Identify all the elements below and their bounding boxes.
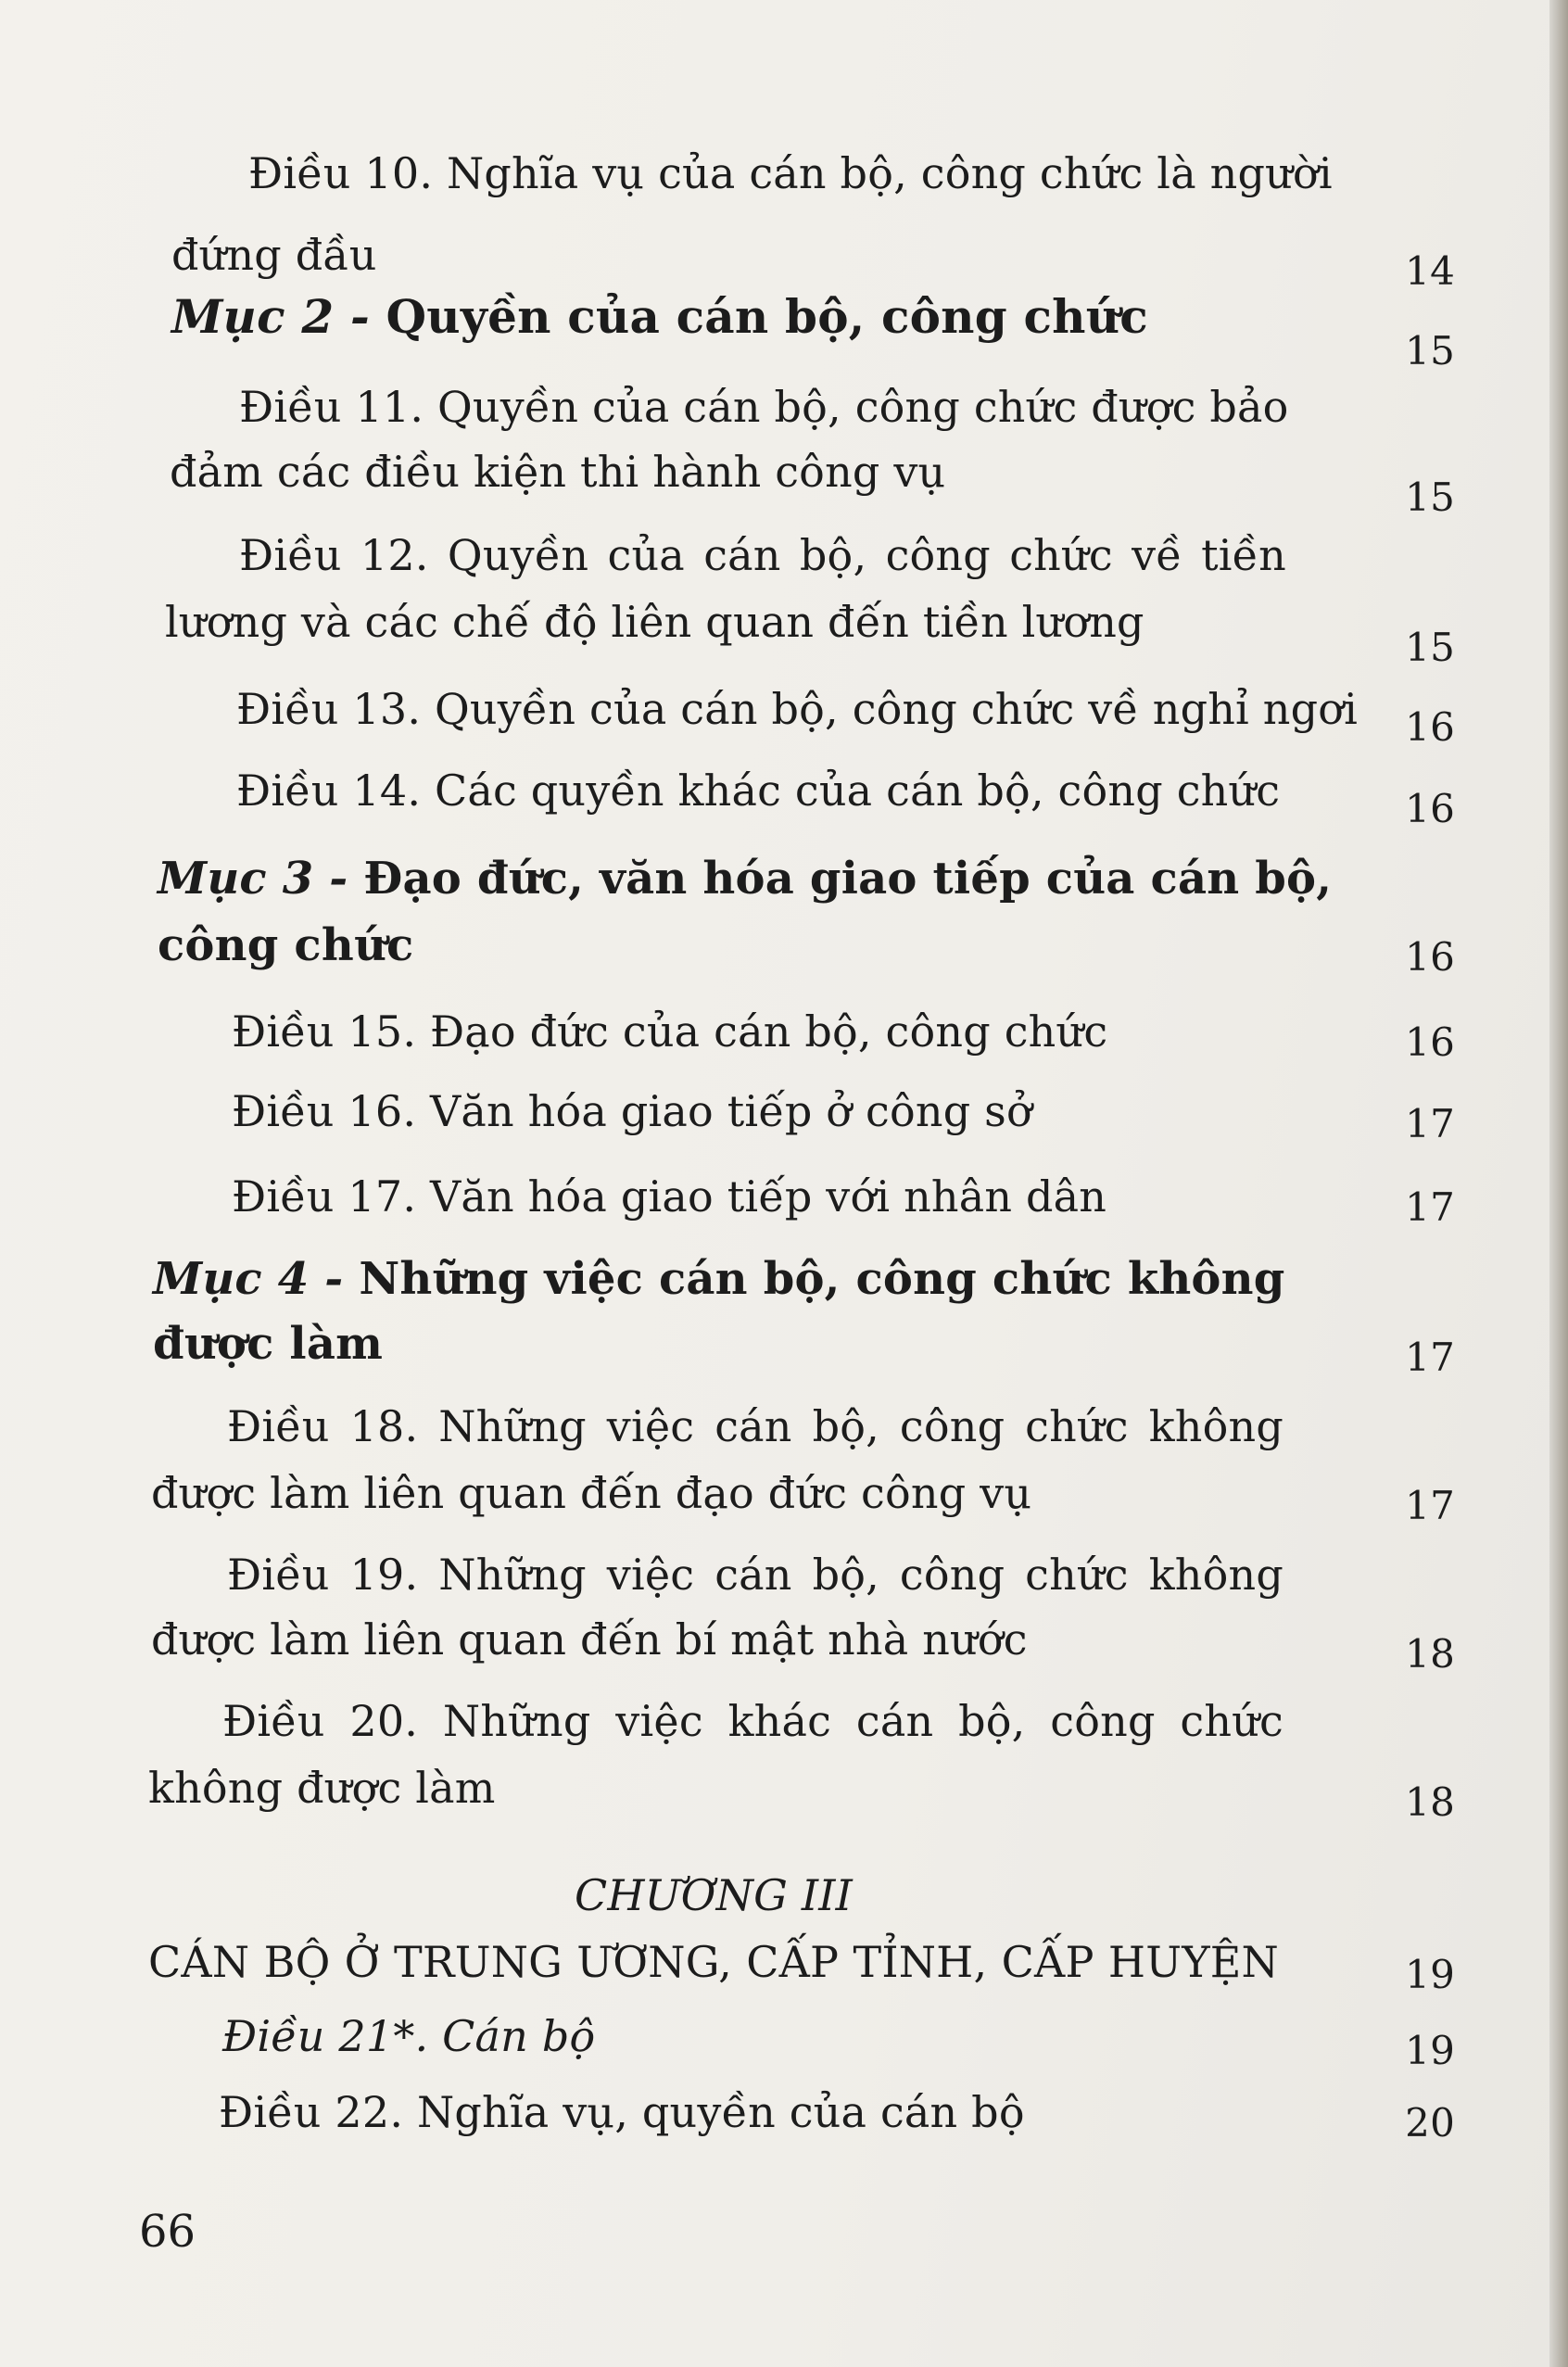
entry-page-number: 18: [1405, 1779, 1455, 1825]
section-page-number: 16: [1405, 934, 1455, 980]
entry-line-2: không được làm: [148, 1763, 496, 1813]
entry-line-1: Điều 21*. Cán bộ: [222, 2011, 596, 2061]
entry-line-1: Điều 17. Văn hóa giao tiếp với nhân dân: [232, 1171, 1107, 1221]
entry-page-number: 16: [1405, 1019, 1455, 1065]
section-heading-line-1: Mục 3 - Đạo đức, văn hóa giao tiếp của cán bộ,: [158, 853, 1333, 905]
entry-page-number: 18: [1405, 1631, 1455, 1677]
entry-page-number: 19: [1405, 2028, 1455, 2073]
entry-line-1: Điều 16. Văn hóa giao tiếp ở công sở: [232, 1086, 1032, 1136]
entry-page-number: 15: [1405, 475, 1455, 520]
entry-page-number: 17: [1405, 1483, 1455, 1528]
entry-line-1: Điều 22. Nghĩa vụ, quyền của cán bộ: [219, 2087, 1025, 2137]
entry-page-number: 17: [1405, 1101, 1455, 1146]
section-page-number: 17: [1405, 1335, 1455, 1380]
entry-line-1: Điều 11. Quyền của cán bộ, công chức được bảo: [239, 382, 1289, 432]
entry-line-2: được làm liên quan đến đạo đức công vụ: [151, 1468, 1032, 1518]
chapter-label: CHƯƠNG III: [575, 1870, 853, 1920]
entry-line-1: Điều 14. Các quyền khác của cán bộ, công chức: [236, 766, 1281, 816]
section-heading-line-2: công chức: [158, 919, 414, 971]
chapter-page-number: 19: [1405, 1952, 1455, 1997]
entry-line-1: Điều 12. Quyền của cán bộ, công chức về tiền: [239, 530, 1286, 580]
entry-line-2: đứng đầu: [171, 230, 377, 280]
entry-page-number: 16: [1405, 704, 1455, 750]
entry-page-number: 14: [1405, 248, 1455, 294]
entry-line-2: lương và các chế độ liên quan đến tiền lương: [165, 597, 1144, 647]
section-heading-line-1: Mục 4 - Những việc cán bộ, công chức không: [153, 1253, 1285, 1305]
entry-page-number: 15: [1405, 625, 1455, 670]
page-number: 66: [139, 2206, 196, 2258]
entry-page-number: 16: [1405, 786, 1455, 831]
entry-line-2: đảm các điều kiện thi hành công vụ: [170, 447, 946, 497]
entry-line-1: Điều 15. Đạo đức của cán bộ, công chức: [232, 1006, 1108, 1057]
entry-page-number: 20: [1405, 2100, 1455, 2145]
section-heading: Mục 2 - Quyền của cán bộ, công chức: [171, 289, 1148, 344]
book-edge: [1549, 0, 1568, 2367]
entry-line-2: được làm liên quan đến bí mật nhà nước: [151, 1614, 1028, 1664]
entry-page-number: 17: [1405, 1184, 1455, 1230]
entry-line-1: Điều 10. Nghĩa vụ của cán bộ, công chức là người: [248, 148, 1333, 198]
entry-line-1: Điều 18. Những việc cán bộ, công chức không: [227, 1401, 1283, 1451]
entry-line-1: Điều 19. Những việc cán bộ, công chức không: [227, 1550, 1283, 1600]
entry-line-1: Điều 20. Những việc khác cán bộ, công chức: [222, 1696, 1283, 1746]
entry-line-1: Điều 13. Quyền của cán bộ, công chức về nghỉ ngơi: [236, 684, 1359, 734]
chapter-title: CÁN BỘ Ở TRUNG ƯƠNG, CẤP TỈNH, CẤP HUYỆN: [148, 1937, 1279, 1987]
section-page-number: 15: [1405, 328, 1455, 373]
section-heading-line-2: được làm: [153, 1318, 384, 1370]
